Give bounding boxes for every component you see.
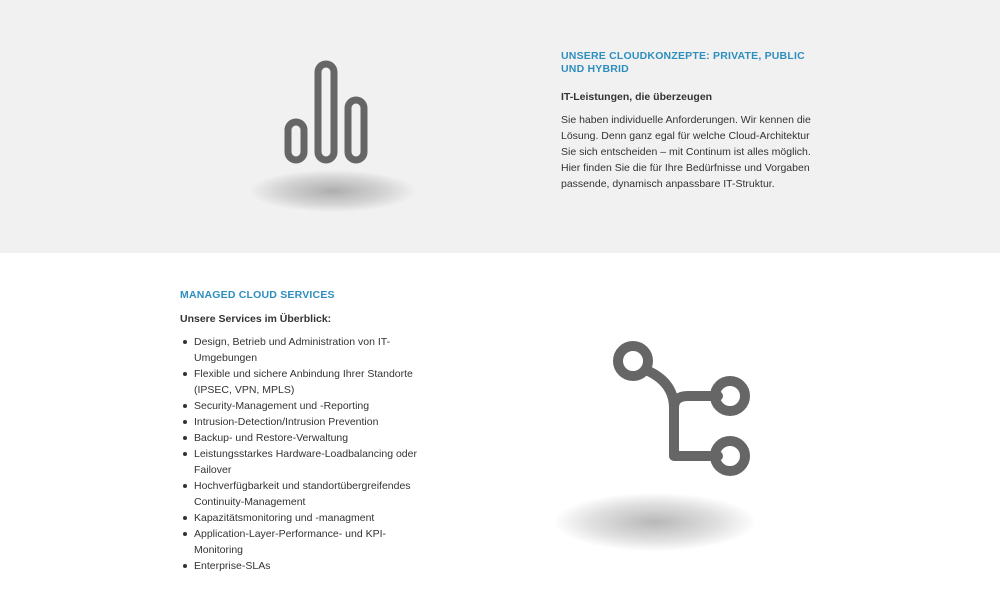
cloud-concepts-section <box>0 0 1000 253</box>
list-item: Security-Management und -Reporting <box>180 398 430 414</box>
list-item: Hochverfügbarkeit und standortübergreifendes Continuity-Management <box>180 478 430 510</box>
managed-services-text <box>180 289 430 574</box>
cloud-concepts-heading: UNSERE CLOUDKONZEPTE: PRIVATE, PUBLIC UND HYBRID <box>561 50 805 75</box>
cloud-concepts-subheading: IT-Leistungen, die überzeugen <box>561 91 713 103</box>
icon-shadow <box>555 493 755 551</box>
cloud-concepts-paragraph: Sie haben individuelle Anforderungen. Wir kennen die Lösung. Denn ganz egal für welche Cloud-Architektur Sie sich entscheiden – mit Continum ist alles möglich. Hier finden Sie die für Ihre Bedürfnisse und Vorgaben passende, dynamisch anpassbare IT-Struktur. <box>561 114 811 190</box>
list-item: Flexible und sichere Anbindung Ihrer Standorte (IPSEC, VPN, MPLS) <box>180 366 430 398</box>
managed-services-heading: MANAGED CLOUD SERVICES <box>180 289 335 301</box>
cloud-concepts-text <box>561 50 811 192</box>
list-item: Intrusion-Detection/Intrusion Prevention <box>180 414 430 430</box>
list-item: Kapazitätsmonitoring und -managment <box>180 510 430 526</box>
list-item: Enterprise-SLAs <box>180 558 430 574</box>
managed-services-section <box>0 253 1000 607</box>
icon-shadow <box>250 170 415 212</box>
list-item: Backup- und Restore-Verwaltung <box>180 430 430 446</box>
bar-chart-icon <box>280 58 380 168</box>
list-item: Design, Betrieb und Administration von IT-Umgebungen <box>180 334 430 366</box>
list-item: Leistungsstarkes Hardware-Loadbalancing oder Failover <box>180 446 430 478</box>
branch-network-icon <box>610 338 760 488</box>
services-list <box>180 334 430 574</box>
list-item: Application-Layer-Performance- und KPI-Monitoring <box>180 526 430 558</box>
managed-services-subheading: Unsere Services im Überblick: <box>180 313 332 325</box>
